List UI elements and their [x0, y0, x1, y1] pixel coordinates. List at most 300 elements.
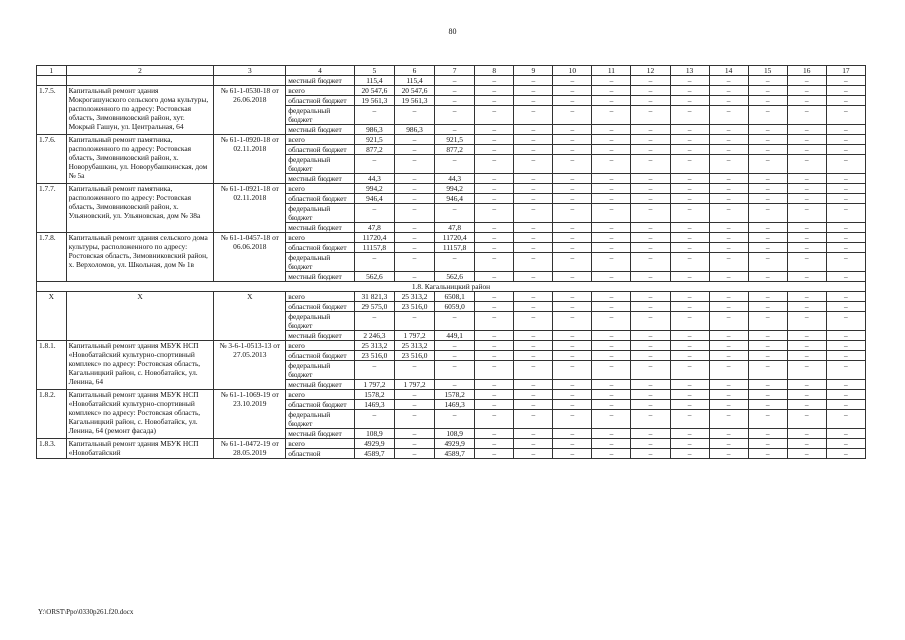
item-document: № 61-1-1069-19 от 23.10.2019	[214, 390, 286, 439]
header-cell: 14	[709, 66, 748, 76]
value-col14: –	[709, 106, 748, 125]
value-col16: –	[787, 400, 826, 410]
value-col11: –	[592, 400, 631, 410]
value-col14: –	[709, 400, 748, 410]
value-col12: –	[631, 429, 670, 439]
value-col11: –	[592, 331, 631, 341]
value-col12: –	[631, 106, 670, 125]
value-col7: 449,1	[435, 331, 475, 341]
value-col9: –	[514, 194, 553, 204]
value-col16: –	[787, 96, 826, 106]
value-col9: –	[514, 155, 553, 174]
value-col12: –	[631, 174, 670, 184]
table-row	[37, 439, 866, 449]
value-col12: –	[631, 449, 670, 459]
value-col13: –	[670, 390, 709, 400]
value-col10: –	[553, 243, 592, 253]
value-col17: –	[826, 351, 865, 361]
funding-source: федеральный бюджет	[286, 253, 355, 272]
value-col7: 6059,0	[435, 302, 475, 312]
value-col10: –	[553, 106, 592, 125]
value-col13: –	[670, 312, 709, 331]
item-number: 1.8.3.	[37, 439, 67, 459]
value-col15: –	[748, 312, 787, 331]
value-col15: –	[748, 390, 787, 400]
value-col9: –	[514, 449, 553, 459]
value-col11: –	[592, 204, 631, 223]
value-col10: –	[553, 361, 592, 380]
value-col11: –	[592, 272, 631, 282]
funding-source: местный бюджет	[286, 125, 355, 135]
value-col10: –	[553, 390, 592, 400]
value-col17: –	[826, 145, 865, 155]
value-col9: –	[514, 400, 553, 410]
table-row	[37, 292, 866, 302]
value-col10: –	[553, 292, 592, 302]
value-col17: –	[826, 76, 865, 86]
value-col13: –	[670, 361, 709, 380]
value-col17: –	[826, 390, 865, 400]
value-col13: –	[670, 125, 709, 135]
value-col8: –	[475, 233, 514, 243]
header-cell: 12	[631, 66, 670, 76]
value-col9: –	[514, 390, 553, 400]
value-col6: –	[394, 272, 434, 282]
value-col9: –	[514, 145, 553, 155]
value-col13: –	[670, 204, 709, 223]
value-col10: –	[553, 341, 592, 351]
value-col15: –	[748, 331, 787, 341]
value-col7: –	[435, 155, 475, 174]
value-col12: –	[631, 243, 670, 253]
value-col6: –	[394, 439, 434, 449]
value-col11: –	[592, 223, 631, 233]
value-col8: –	[475, 86, 514, 96]
value-col11: –	[592, 184, 631, 194]
value-col16: –	[787, 429, 826, 439]
value-col12: –	[631, 302, 670, 312]
value-col16: –	[787, 253, 826, 272]
funding-source: местный бюджет	[286, 174, 355, 184]
header-cell: 8	[475, 66, 514, 76]
funding-source: областной бюджет	[286, 243, 355, 253]
value-col13: –	[670, 106, 709, 125]
value-col15: –	[748, 125, 787, 135]
value-col5: 1578,2	[354, 390, 394, 400]
value-col17: –	[826, 331, 865, 341]
value-col16: –	[787, 439, 826, 449]
value-col15: –	[748, 135, 787, 145]
value-col11: –	[592, 86, 631, 96]
value-col16: –	[787, 106, 826, 125]
item-description: Капитальный ремонт памятника, расположенного по адресу: Ростовская область, Зимовниковский район, х. Ульяновский, ул. Ульяновская, дом № 38а	[66, 184, 214, 233]
value-col13: –	[670, 174, 709, 184]
value-col13: –	[670, 400, 709, 410]
value-col14: –	[709, 449, 748, 459]
value-col12: –	[631, 233, 670, 243]
value-col7: –	[435, 410, 475, 429]
table-row	[37, 341, 866, 351]
value-col9: –	[514, 233, 553, 243]
value-col16: –	[787, 449, 826, 459]
value-col9: –	[514, 272, 553, 282]
value-col6: –	[394, 106, 434, 125]
value-col6: –	[394, 145, 434, 155]
value-col15: –	[748, 400, 787, 410]
value-col5: 31 821,3	[354, 292, 394, 302]
funding-source: федеральный бюджет	[286, 361, 355, 380]
value-col11: –	[592, 302, 631, 312]
item-document: № 61-1-0921-18 от 02.11.2018	[214, 184, 286, 233]
value-col17: –	[826, 184, 865, 194]
value-col6: 19 561,3	[394, 96, 434, 106]
value-col13: –	[670, 184, 709, 194]
value-col9: –	[514, 380, 553, 390]
value-col5: 994,2	[354, 184, 394, 194]
value-col12: –	[631, 145, 670, 155]
value-col16: –	[787, 145, 826, 155]
value-col13: –	[670, 380, 709, 390]
value-col10: –	[553, 449, 592, 459]
table-row	[37, 233, 866, 243]
value-col15: –	[748, 155, 787, 174]
value-col5: 29 575,0	[354, 302, 394, 312]
value-col5: 44,3	[354, 174, 394, 184]
value-col15: –	[748, 106, 787, 125]
value-col15: –	[748, 86, 787, 96]
value-col10: –	[553, 272, 592, 282]
value-col14: –	[709, 429, 748, 439]
item-document: № 61-1-0457-18 от 06.06.2018	[214, 233, 286, 282]
item-description: Капитальный ремонт здания МБУК НСП «Новобатайский	[66, 439, 214, 459]
value-col5: 47,8	[354, 223, 394, 233]
item-document: № 61-1-0530-18 от 26.06.2018	[214, 86, 286, 135]
value-col11: –	[592, 380, 631, 390]
value-col5: 4589,7	[354, 449, 394, 459]
value-col16: –	[787, 184, 826, 194]
value-col13: –	[670, 233, 709, 243]
value-col5: 108,9	[354, 429, 394, 439]
value-col9: –	[514, 253, 553, 272]
value-col12: –	[631, 331, 670, 341]
value-col16: –	[787, 155, 826, 174]
value-col15: –	[748, 233, 787, 243]
value-col6: –	[394, 194, 434, 204]
value-col6: 1 797,2	[394, 380, 434, 390]
header-cell: 16	[787, 66, 826, 76]
funding-source: местный бюджет	[286, 331, 355, 341]
value-col12: –	[631, 292, 670, 302]
value-col14: –	[709, 341, 748, 351]
funding-source: местный бюджет	[286, 429, 355, 439]
value-col14: –	[709, 135, 748, 145]
value-col17: –	[826, 96, 865, 106]
funding-source: федеральный бюджет	[286, 106, 355, 125]
value-col7: –	[435, 76, 475, 86]
value-col17: –	[826, 429, 865, 439]
item-document: № 61-1-0472-19 от 28.05.2019	[214, 439, 286, 459]
value-col6: –	[394, 449, 434, 459]
value-col9: –	[514, 292, 553, 302]
value-col10: –	[553, 86, 592, 96]
header-cell: 10	[553, 66, 592, 76]
value-col10: –	[553, 135, 592, 145]
value-col17: –	[826, 223, 865, 233]
item-description: Капитальный ремонт здания МБУК НСП «Новобатайский культурно-спортивный комплекс» по адресу: Ростовская область, Кагальницкий район, с. Новобатайск, ул. Ленина, 64 (ремонт фасада)	[66, 390, 214, 439]
funding-source: областной	[286, 449, 355, 459]
value-col8: –	[475, 106, 514, 125]
value-col7: 6508,1	[435, 292, 475, 302]
value-col16: –	[787, 174, 826, 184]
value-col11: –	[592, 341, 631, 351]
value-col12: –	[631, 184, 670, 194]
value-col17: –	[826, 155, 865, 174]
value-col11: –	[592, 292, 631, 302]
value-col8: –	[475, 174, 514, 184]
value-col9: –	[514, 125, 553, 135]
value-col11: –	[592, 145, 631, 155]
value-col9: –	[514, 351, 553, 361]
value-col7: –	[435, 204, 475, 223]
header-cell: 7	[435, 66, 475, 76]
value-col11: –	[592, 243, 631, 253]
table-row	[37, 135, 866, 145]
value-col14: –	[709, 312, 748, 331]
value-col10: –	[553, 380, 592, 390]
value-col12: –	[631, 361, 670, 380]
funding-source: федеральный бюджет	[286, 204, 355, 223]
value-col14: –	[709, 361, 748, 380]
funding-source: областной бюджет	[286, 302, 355, 312]
value-col13: –	[670, 292, 709, 302]
value-col6: –	[394, 361, 434, 380]
value-col11: –	[592, 233, 631, 243]
value-col16: –	[787, 125, 826, 135]
value-col9: –	[514, 302, 553, 312]
value-col5: 4929,9	[354, 439, 394, 449]
table-row	[37, 76, 866, 86]
value-col16: –	[787, 76, 826, 86]
value-col16: –	[787, 331, 826, 341]
value-col14: –	[709, 410, 748, 429]
value-col15: –	[748, 96, 787, 106]
value-col5: –	[354, 410, 394, 429]
value-col10: –	[553, 76, 592, 86]
value-col8: –	[475, 449, 514, 459]
value-col12: –	[631, 86, 670, 96]
value-col8: –	[475, 223, 514, 233]
value-col8: –	[475, 125, 514, 135]
value-col8: –	[475, 351, 514, 361]
value-col12: –	[631, 194, 670, 204]
funding-source: областной бюджет	[286, 400, 355, 410]
value-col15: –	[748, 184, 787, 194]
value-col16: –	[787, 410, 826, 429]
value-col7: 1578,2	[435, 390, 475, 400]
value-col12: –	[631, 204, 670, 223]
item-number: 1.7.6.	[37, 135, 67, 184]
value-col16: –	[787, 341, 826, 351]
value-col12: –	[631, 351, 670, 361]
value-col10: –	[553, 174, 592, 184]
value-col6: –	[394, 233, 434, 243]
value-col6: –	[394, 312, 434, 331]
funding-source: местный бюджет	[286, 76, 355, 86]
value-col16: –	[787, 292, 826, 302]
value-col17: –	[826, 86, 865, 96]
value-col16: –	[787, 361, 826, 380]
value-col7: 994,2	[435, 184, 475, 194]
value-col6: –	[394, 410, 434, 429]
table-row	[37, 86, 866, 96]
value-col6: 20 547,6	[394, 86, 434, 96]
value-col6: 986,3	[394, 125, 434, 135]
value-col12: –	[631, 439, 670, 449]
value-col10: –	[553, 233, 592, 243]
value-col7: –	[435, 96, 475, 106]
value-col8: –	[475, 292, 514, 302]
value-col5: 25 313,2	[354, 341, 394, 351]
item-document: № 3-6-1-0513-13 от 27.05.2013	[214, 341, 286, 390]
header-row	[37, 66, 866, 76]
value-col10: –	[553, 302, 592, 312]
item-document: № 61-1-0920-18 от 02.11.2018	[214, 135, 286, 184]
value-col14: –	[709, 184, 748, 194]
value-col7: 11720,4	[435, 233, 475, 243]
value-col13: –	[670, 223, 709, 233]
value-col5: 11720,4	[354, 233, 394, 243]
value-col16: –	[787, 204, 826, 223]
item-number: 1.7.5.	[37, 86, 67, 135]
value-col14: –	[709, 145, 748, 155]
value-col9: –	[514, 243, 553, 253]
funding-source: всего	[286, 341, 355, 351]
value-col14: –	[709, 204, 748, 223]
value-col8: –	[475, 272, 514, 282]
program-table	[36, 65, 866, 459]
item-number: 1.7.8.	[37, 233, 67, 282]
value-col17: –	[826, 410, 865, 429]
header-cell: 6	[394, 66, 434, 76]
value-col17: –	[826, 243, 865, 253]
value-col10: –	[553, 410, 592, 429]
value-col7: 562,6	[435, 272, 475, 282]
header-cell: 3	[214, 66, 286, 76]
value-col5: 1469,3	[354, 400, 394, 410]
value-col7: 4589,7	[435, 449, 475, 459]
value-col9: –	[514, 86, 553, 96]
value-col9: –	[514, 184, 553, 194]
value-col6: –	[394, 390, 434, 400]
value-col5: 921,5	[354, 135, 394, 145]
value-col16: –	[787, 86, 826, 96]
item-number: 1.7.7.	[37, 184, 67, 233]
value-col9: –	[514, 312, 553, 331]
value-col16: –	[787, 233, 826, 243]
value-col6: –	[394, 174, 434, 184]
value-col11: –	[592, 194, 631, 204]
value-col8: –	[475, 400, 514, 410]
item-description: X	[66, 292, 214, 341]
value-col5: –	[354, 253, 394, 272]
value-col12: –	[631, 155, 670, 174]
value-col12: –	[631, 272, 670, 282]
value-col16: –	[787, 312, 826, 331]
funding-source: всего	[286, 233, 355, 243]
value-col14: –	[709, 331, 748, 341]
value-col15: –	[748, 439, 787, 449]
value-col13: –	[670, 351, 709, 361]
item-description	[66, 76, 214, 86]
item-description: Капитальный ремонт памятника, расположенного по адресу: Ростовская область, Зимовниковский район, х. Новорубашкин, ул. Новорубашкинская, дом № 5а	[66, 135, 214, 184]
value-col16: –	[787, 302, 826, 312]
value-col14: –	[709, 302, 748, 312]
value-col15: –	[748, 194, 787, 204]
header-cell: 1	[37, 66, 67, 76]
value-col6: 1 797,2	[394, 331, 434, 341]
value-col12: –	[631, 223, 670, 233]
value-col13: –	[670, 302, 709, 312]
value-col8: –	[475, 253, 514, 272]
value-col11: –	[592, 390, 631, 400]
value-col7: 4929,9	[435, 439, 475, 449]
value-col14: –	[709, 439, 748, 449]
value-col5: 20 547,6	[354, 86, 394, 96]
value-col9: –	[514, 439, 553, 449]
value-col13: –	[670, 194, 709, 204]
header-cell: 15	[748, 66, 787, 76]
value-col11: –	[592, 174, 631, 184]
value-col5: 2 246,3	[354, 331, 394, 341]
value-col17: –	[826, 233, 865, 243]
funding-source: областной бюджет	[286, 96, 355, 106]
value-col16: –	[787, 243, 826, 253]
funding-source: областной бюджет	[286, 351, 355, 361]
header-cell: 9	[514, 66, 553, 76]
value-col10: –	[553, 223, 592, 233]
funding-source: всего	[286, 86, 355, 96]
value-col7: 44,3	[435, 174, 475, 184]
value-col14: –	[709, 390, 748, 400]
value-col5: 115,4	[354, 76, 394, 86]
value-col14: –	[709, 253, 748, 272]
value-col6: –	[394, 400, 434, 410]
value-col6: –	[394, 184, 434, 194]
value-col11: –	[592, 410, 631, 429]
value-col17: –	[826, 312, 865, 331]
value-col8: –	[475, 145, 514, 155]
value-col15: –	[748, 145, 787, 155]
value-col13: –	[670, 155, 709, 174]
value-col5: –	[354, 155, 394, 174]
value-col13: –	[670, 341, 709, 351]
value-col6: –	[394, 243, 434, 253]
value-col9: –	[514, 174, 553, 184]
value-col11: –	[592, 449, 631, 459]
value-col7: 921,5	[435, 135, 475, 145]
value-col10: –	[553, 429, 592, 439]
value-col14: –	[709, 86, 748, 96]
value-col8: –	[475, 204, 514, 223]
item-description: Капитальный ремонт здания МБУК НСП «Новобатайский культурно-спортивный комплекс» по адресу: Ростовская область, Кагальницкий район, с. Новобатайск, ул. Ленина, 64	[66, 341, 214, 390]
value-col15: –	[748, 380, 787, 390]
value-col5: –	[354, 361, 394, 380]
item-number: X	[37, 292, 67, 341]
value-col9: –	[514, 76, 553, 86]
value-col7: –	[435, 361, 475, 380]
item-description: Капитальный ремонт здания сельского дома культуры, расположенного по адресу: Ростовская область, Зимовниковский район, х. Верхоломов, ул. Школьная, дом № 1в	[66, 233, 214, 282]
value-col11: –	[592, 351, 631, 361]
